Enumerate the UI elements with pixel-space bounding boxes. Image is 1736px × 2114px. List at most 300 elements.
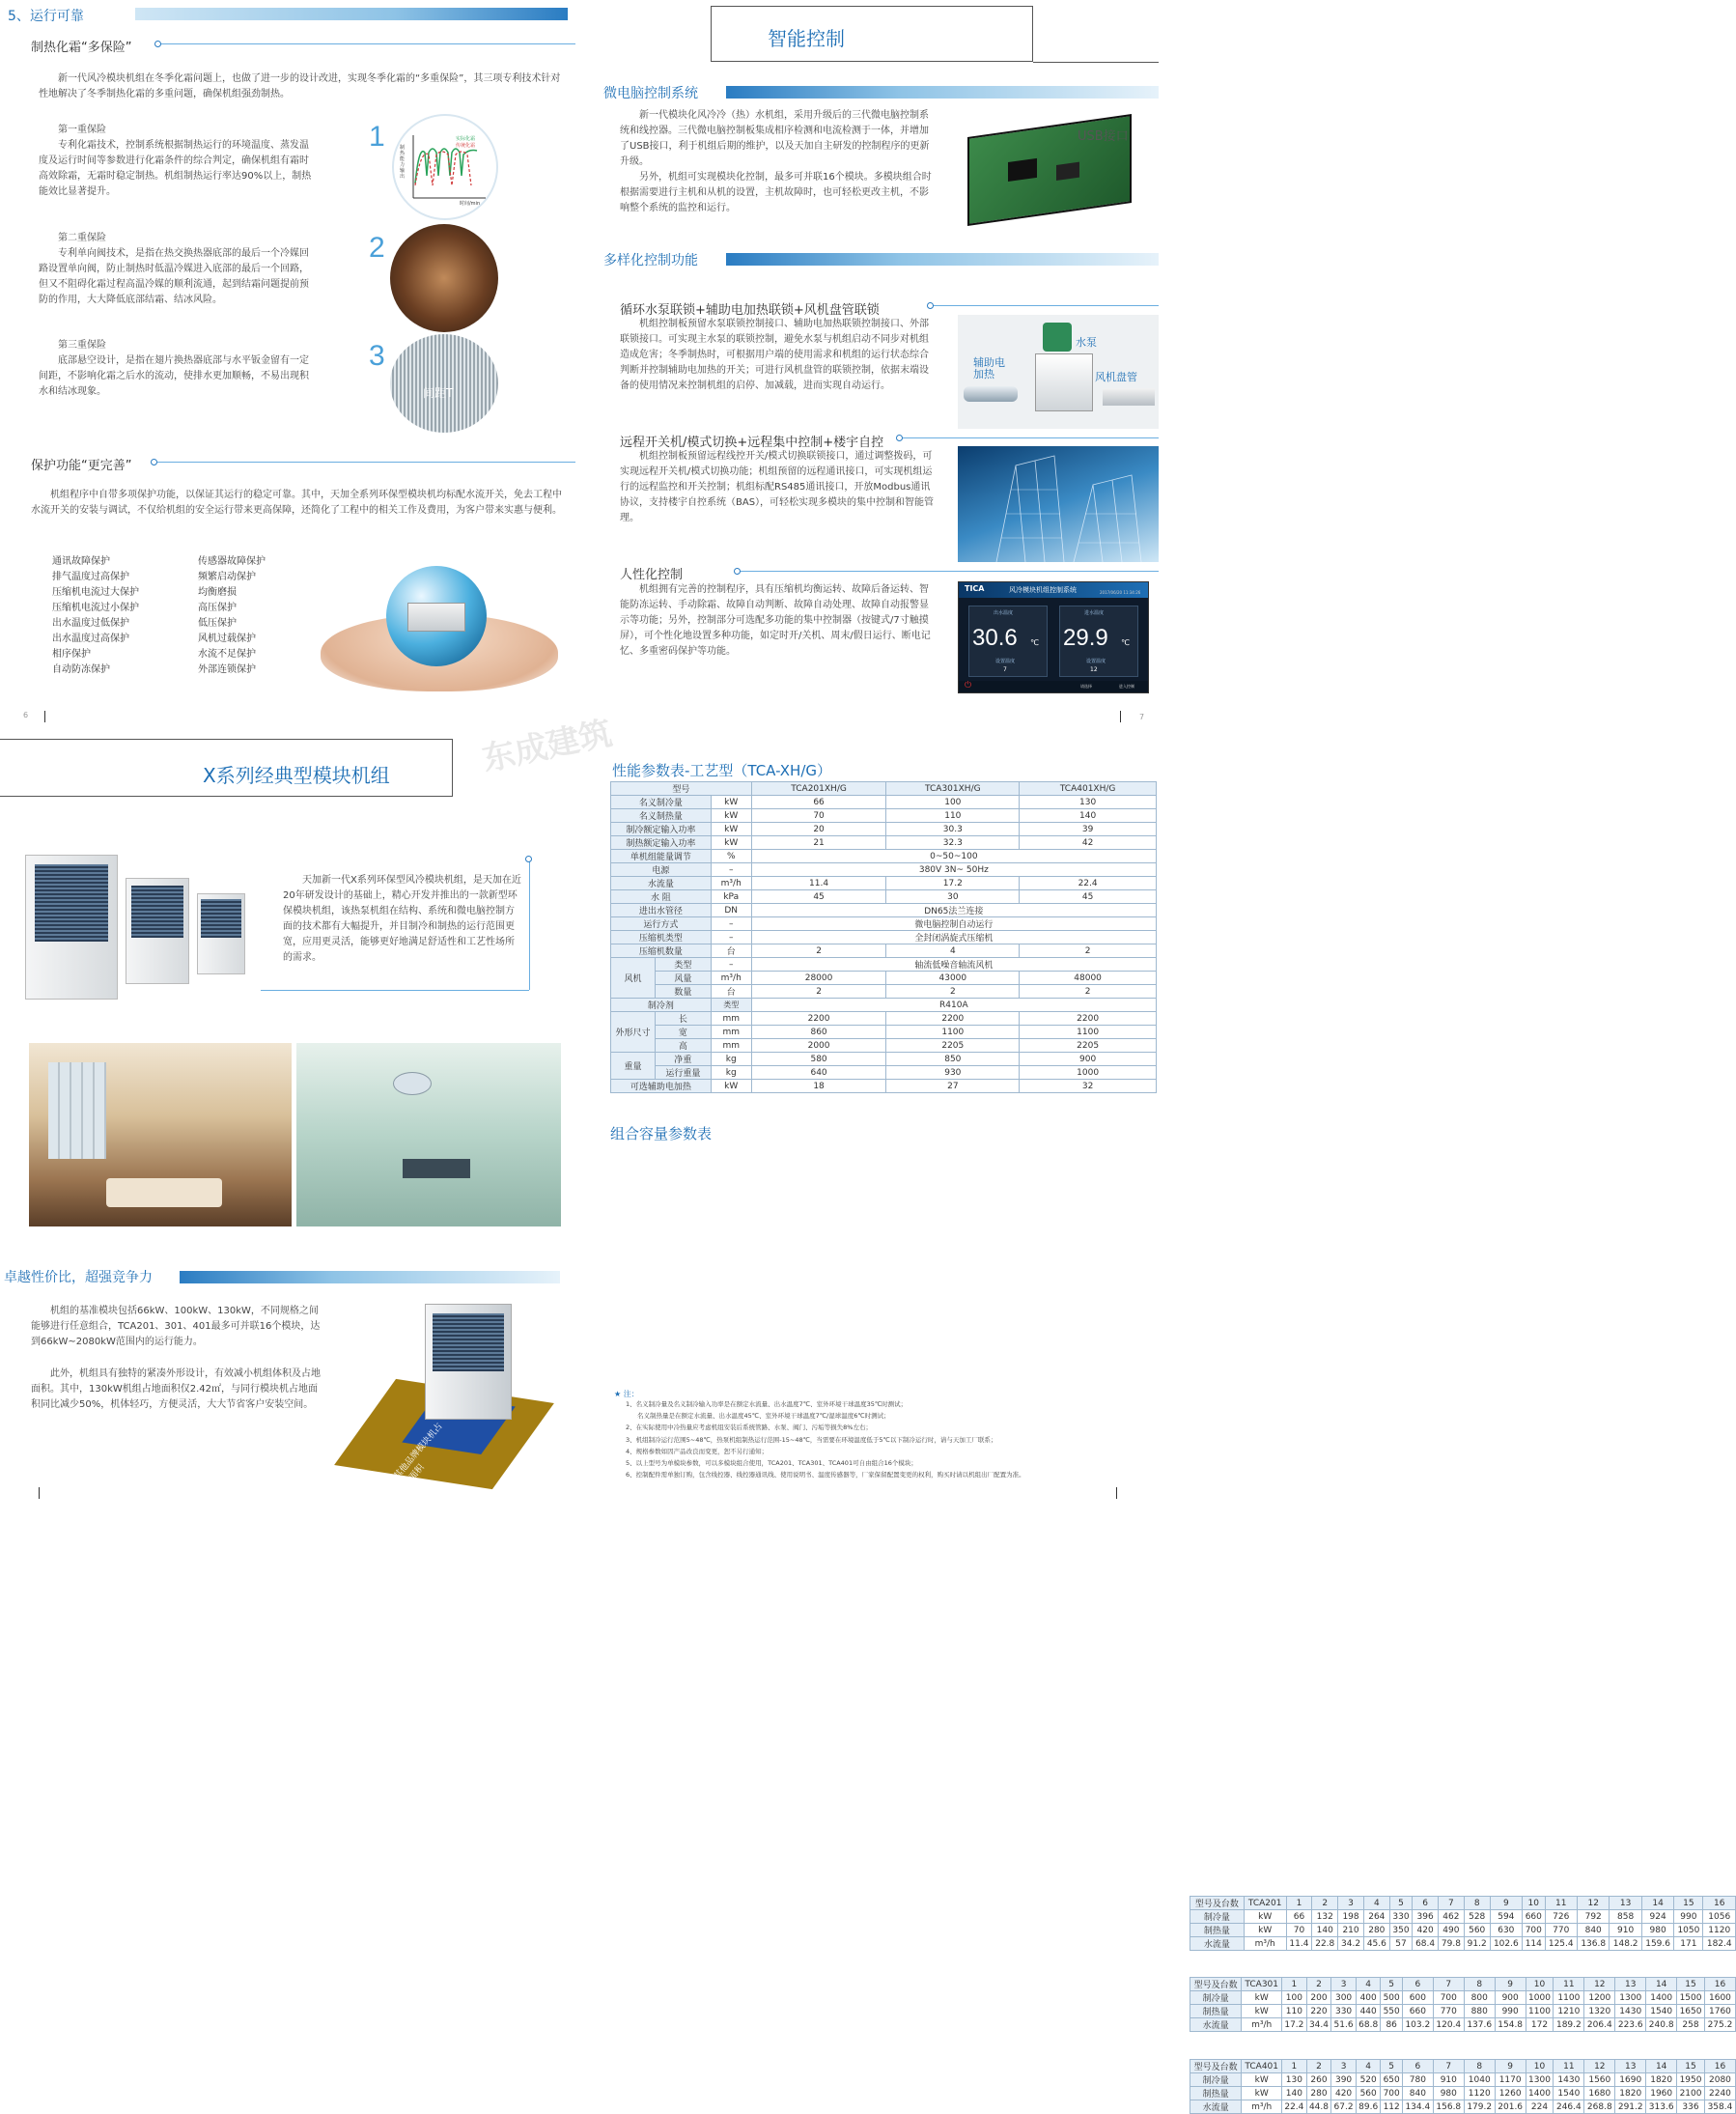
table-cell: 1 (1282, 2060, 1307, 2073)
table-row (611, 1039, 1157, 1053)
protect-item: 均衡磨损 (198, 587, 237, 598)
table-row (1190, 2073, 1736, 2087)
table-cell: 2100 (1677, 2087, 1705, 2100)
table-cell: 136.8 (1577, 1937, 1609, 1951)
table-cell: 224 (1526, 2100, 1554, 2114)
table-cell: 2000 (751, 1039, 886, 1053)
table-cell: 1050 (1674, 1924, 1703, 1937)
table-cell: 微电脑控制自动运行 (751, 917, 1156, 931)
table-cell: 制冷剂 (611, 999, 712, 1012)
table-cell: 70 (751, 809, 886, 823)
table-cell: 制热量 (1190, 2087, 1242, 2100)
table-cell: 420 (1331, 2087, 1357, 2100)
table-cell: 66 (751, 796, 886, 809)
table-cell: 类型 (711, 999, 751, 1012)
page-rule (1116, 1487, 1117, 1499)
table-cell: 182.4 (1703, 1937, 1736, 1951)
mcu-text-2: 另外，机组可实现模块化控制，最多可并联16个模块。多模块组合时根据需要进行主机和从机的设置，主机故障时，也可轻松更改主机，不影响整个系统的监控和运行。 (620, 172, 932, 213)
table-cell: 780 (1402, 2073, 1433, 2087)
table-cell: 15 (1677, 2060, 1705, 2073)
table-cell: 名义制热量 (611, 809, 712, 823)
table-cell: 4 (1363, 1897, 1389, 1910)
fin-photo (390, 334, 498, 433)
table-cell: 924 (1641, 1910, 1673, 1924)
table-cell: 210 (1338, 1924, 1364, 1937)
table-cell: 800 (1464, 1991, 1495, 2005)
page-title: 智能控制 (768, 27, 845, 50)
page-rule (1120, 711, 1121, 722)
defrost-graph (392, 114, 498, 220)
table-cell: 140 (1312, 1924, 1338, 1937)
table-cell: R410A (751, 999, 1156, 1012)
gap-label: 间距T (423, 386, 454, 400)
table-cell: 1300 (1615, 1991, 1646, 2005)
heater-shape (964, 386, 1018, 402)
pump-label: 水泵 (1076, 336, 1097, 349)
screen-btn-select[interactable]: 请选择 (1080, 684, 1092, 689)
table-cell: 900 (1495, 1991, 1526, 2005)
set2-value: 12 (1090, 666, 1098, 673)
table-cell: 30.3 (886, 823, 1020, 836)
table-cell: 380V 3N~ 50Hz (751, 863, 1156, 877)
table-cell: 电源 (611, 863, 712, 877)
table-cell: 291.2 (1615, 2100, 1646, 2114)
table-cell: 2205 (886, 1039, 1020, 1053)
table-cell: 140 (1282, 2087, 1307, 2100)
table-cell: 6 (1402, 1978, 1433, 1991)
table-cell: 201.6 (1495, 2100, 1526, 2114)
floor-label: 其他品牌模块机占地面积 (392, 1422, 445, 1489)
table-cell: 34.2 (1338, 1937, 1364, 1951)
lobby-sofa (106, 1178, 222, 1207)
table-cell: kPa (711, 890, 751, 904)
table-cell: 制热额定输入功率 (611, 836, 712, 850)
table-cell: 1210 (1554, 2005, 1584, 2018)
table-cell: 13 (1615, 2060, 1646, 2073)
protect-item: 相序保护 (52, 649, 91, 660)
table-cell: 11 (1554, 2060, 1584, 2073)
intro-bracket-v (529, 860, 530, 990)
table-cell: 42 (1020, 836, 1157, 850)
combo-table-tca201 (1190, 1896, 1736, 1951)
defrost-graph-svg (394, 116, 500, 222)
table-cell: 700 (1381, 2087, 1402, 2100)
section-title: 微电脑控制系统 (603, 86, 698, 101)
note-line: 4、规格参数如因产品改良而变更，恕不另行通知； (626, 1447, 769, 1455)
table-cell: 900 (1020, 1053, 1157, 1066)
table-cell: 45 (751, 890, 886, 904)
feature3-title: 人性化控制 (620, 568, 684, 582)
item1-title: 第一重保险 (58, 125, 106, 135)
temp1-label: 出水温度 (994, 610, 1014, 616)
table-cell: 运行方式 (611, 917, 712, 931)
fancoil-label: 风机盘管 (1095, 371, 1137, 383)
table-cell: 2 (1020, 985, 1157, 999)
table-cell: 型号及台数 (1190, 1897, 1245, 1910)
note-line: 1、名义制冷量及名义制冷输入功率是在额定水流量、出水温度7℃、室外环境干球温度35℃时测试； (626, 1400, 908, 1408)
table1-title: 性能参数表-工艺型（TCA-XH/G） (612, 762, 832, 779)
table-cell: 100 (886, 796, 1020, 809)
table-row (611, 877, 1157, 890)
item2-text: 专利单向阀技术，是指在热交换热器底部的最后一个冷媒回路设置单向阀，防止制热时低温冷媒进入底部的最后一个回路，但又不阻碍化霜过程高温冷媒的顺利流通，起到结霜问题提前预防的作用，大大降低底部结霜、结冰风险。 (39, 248, 309, 305)
table2-title: 组合容量参数表 (610, 1125, 713, 1142)
table-cell: 89.6 (1356, 2100, 1381, 2114)
protect-item: 外部连锁保护 (198, 664, 256, 675)
title-bar (726, 253, 1159, 266)
note-line: 3、机组制冷运行范围5~48℃，热泵机组制热运行范围-15~48℃，当需要在环境温度低于5℃以下制冷运行时，请与天加工厂联系； (626, 1435, 997, 1444)
table-cell: 110 (886, 809, 1020, 823)
table-cell: DN65法兰连接 (751, 904, 1156, 917)
table-cell: 1650 (1677, 2005, 1705, 2018)
note-line: 5、以上型号为单模块参数，可以多模块组合使用，TCA201、TCA301、TCA401可自由组合16个模块； (626, 1459, 917, 1468)
table-row (611, 1066, 1157, 1080)
table-cell: 8 (1464, 1897, 1490, 1910)
table-cell: 17.2 (1282, 2018, 1307, 2032)
table-cell: 1760 (1704, 2005, 1735, 2018)
table-cell: 34.4 (1306, 2018, 1331, 2032)
table-cell: 1300 (1526, 2073, 1554, 2087)
table-row (1190, 1991, 1736, 2005)
item3-number: 3 (369, 340, 385, 372)
page-rule (39, 1487, 40, 1499)
table-cell: 5 (1381, 2060, 1402, 2073)
table-row (611, 890, 1157, 904)
table-cell: 2080 (1704, 2073, 1735, 2087)
table-cell: 3 (1331, 2060, 1357, 2073)
table-cell: – (711, 917, 751, 931)
table-cell: 1680 (1584, 2087, 1615, 2100)
table-cell: 可选辅助电加热 (611, 1080, 712, 1093)
temp1-value: 30.6 (972, 625, 1018, 651)
table-cell: 2240 (1704, 2087, 1735, 2100)
table-cell: 进出水管径 (611, 904, 712, 917)
bullet-dot (525, 856, 532, 862)
title-line (1033, 62, 1159, 63)
table-cell: 68.8 (1356, 2018, 1381, 2032)
table-cell: 1540 (1554, 2087, 1584, 2100)
page-9 (579, 748, 1733, 2113)
table-cell: 2 (1312, 1897, 1338, 1910)
table-cell: 11.4 (751, 877, 886, 890)
screen-brand: TICA (965, 584, 985, 593)
table-cell: 1100 (1020, 1026, 1157, 1039)
item2-number: 2 (369, 232, 385, 264)
pump-shape (1043, 323, 1072, 352)
table-row (1190, 2087, 1736, 2100)
table-cell: 12 (1577, 1897, 1609, 1910)
performance-table (610, 781, 1157, 1093)
table-cell: 51.6 (1331, 2018, 1357, 2032)
table-cell: 70 (1286, 1924, 1312, 1937)
table-cell: 2200 (886, 1012, 1020, 1026)
table-cell: m³/h (711, 877, 751, 890)
screen-btn-control[interactable]: 进入控制 (1119, 684, 1134, 689)
table-cell: 16 (1704, 2060, 1735, 2073)
table-cell: 11 (1554, 1978, 1584, 1991)
feature3-text: 机组拥有完善的控制程序，具有压缩机均衡运转、故障后备运转、智能防冻运转、手动除霜、故障自动判断、故障自动处理、故障自动报警显示等功能；另外，控制部分可选配多功能的集中控制器（按键式/7寸触摸屏），可个性化地设置多种功能，如定时开/关机、周末/假日运行、断电记忆、多重密码保护等功能。 (620, 584, 931, 657)
unit-image (25, 855, 247, 1000)
table-cell: 16 (1703, 1897, 1736, 1910)
table-cell: 660 (1402, 2005, 1433, 2018)
table-cell: 型号及台数 (1190, 2060, 1242, 2073)
table-cell: 21 (751, 836, 886, 850)
table-cell: 43000 (886, 972, 1020, 985)
table-cell: 1320 (1584, 2005, 1615, 2018)
item3-title: 第三重保险 (58, 340, 106, 351)
table-row (611, 1080, 1157, 1093)
or-lamp (393, 1072, 432, 1095)
valve-photo (390, 224, 498, 332)
table-cell: 1040 (1464, 2073, 1495, 2087)
table-row (611, 917, 1157, 931)
table-cell: 1400 (1526, 2087, 1554, 2100)
table-row (611, 1012, 1157, 1026)
table-cell: 1430 (1615, 2005, 1646, 2018)
table-cell: 246.4 (1554, 2100, 1584, 2114)
table-cell: 11.4 (1286, 1937, 1312, 1951)
table-cell: 压缩机数量 (611, 944, 712, 958)
table-cell: 159.6 (1641, 1937, 1673, 1951)
table-cell: 650 (1381, 2073, 1402, 2087)
table-cell: 420 (1413, 1924, 1439, 1937)
table-cell: 数量 (655, 985, 711, 999)
table-cell: 全封闭涡旋式压缩机 (751, 931, 1156, 944)
table-cell: 313.6 (1646, 2100, 1677, 2114)
combo-table-tca301 (1190, 1977, 1736, 2032)
table-cell: 490 (1439, 1924, 1465, 1937)
table-cell: 300 (1331, 1991, 1357, 2005)
table-cell: 198 (1338, 1910, 1364, 1924)
or-table (403, 1159, 470, 1178)
section-title: 多样化控制功能 (603, 253, 698, 268)
table-cell: 189.2 (1554, 2018, 1584, 2032)
table-cell: 4 (1356, 1978, 1381, 1991)
table-cell: 66 (1286, 1910, 1312, 1924)
table-cell: 2 (1306, 1978, 1331, 1991)
table-cell: 名义制冷量 (611, 796, 712, 809)
table-row (611, 931, 1157, 944)
table-cell: 6 (1402, 2060, 1433, 2073)
bullet-dot (734, 568, 741, 575)
temp2-value: 29.9 (1063, 625, 1108, 651)
table-cell: m³/h (1244, 1937, 1286, 1951)
combo-table-tca401 (1190, 2059, 1736, 2114)
page-number: 6 (23, 711, 29, 719)
unit-box (1035, 353, 1093, 411)
table-cell: 358.4 (1704, 2100, 1735, 2114)
protect-item: 低压保护 (198, 618, 237, 629)
table-cell: 制冷量 (1190, 2073, 1242, 2087)
table-cell: 840 (1402, 2087, 1433, 2100)
table-cell: 1260 (1495, 2087, 1526, 2100)
table-cell: 350 (1389, 1924, 1412, 1937)
table-cell: 13 (1615, 1978, 1646, 1991)
table-cell: 1100 (1554, 1991, 1584, 2005)
protect-item: 排气温度过高保护 (52, 572, 129, 582)
table-cell: 630 (1490, 1924, 1522, 1937)
table-cell: 17.2 (886, 877, 1020, 890)
feature2-text: 机组控制板预留远程线控开关/模式切换联锁接口，通过调整拨码，可实现远程开关机/模式切换功能；机组预留的远程通讯接口，可实现机组运行的远程监控和开关控制；机组标配RS485通讯接口，开放Modbus通讯协议，支持楼宇自控系统（BAS），可轻松实现多模块的集中控制和智能管理。 (620, 451, 935, 523)
protect-item: 频繁启动保护 (198, 572, 256, 582)
table-row (1190, 1910, 1736, 1924)
table-cell: 1200 (1584, 1991, 1615, 2005)
floor-area-image (357, 1294, 570, 1487)
table-row (1190, 1897, 1736, 1910)
table-cell: 外形尺寸 (611, 1012, 656, 1053)
table-cell: 280 (1306, 2087, 1331, 2100)
table-row (611, 1026, 1157, 1039)
note-line: 名义制热量是在额定水流量、出水温度45℃、室外环境干球温度7℃/湿球温度6℃时测试； (637, 1412, 890, 1421)
table-cell: 125.4 (1545, 1937, 1577, 1951)
table-row (611, 836, 1157, 850)
table-cell: 550 (1381, 2005, 1402, 2018)
table-cell: 91.2 (1464, 1937, 1490, 1951)
table-row (611, 944, 1157, 958)
table-cell: 1170 (1495, 2073, 1526, 2087)
operating-room-photo (296, 1043, 561, 1226)
table-cell: 268.8 (1584, 2100, 1615, 2114)
table-cell: 22.4 (1282, 2100, 1307, 2114)
protect-item: 风机过载保护 (198, 634, 256, 644)
table-cell: 130 (1020, 796, 1157, 809)
table-cell: 45.6 (1363, 1937, 1389, 1951)
table-cell: 5 (1389, 1897, 1412, 1910)
table-cell: 114 (1523, 1937, 1545, 1951)
table-cell: 330 (1331, 2005, 1357, 2018)
intro-bracket-h (261, 990, 529, 991)
table-cell: 1 (1286, 1897, 1312, 1910)
table-cell: 1 (1282, 1978, 1307, 1991)
value-text-2: 此外，机组具有独特的紧凑外形设计，有效减小机组体积及占地面积。其中，130kW机组占地面积仅2.42㎡，与同行模块机占地面积同比减少50%，机体轻巧，方便灵活，大大节省客户安装空间。 (31, 1368, 321, 1410)
table-cell: 22.4 (1020, 877, 1157, 890)
hands-globe-image (311, 537, 568, 711)
table-cell: 10 (1526, 1978, 1554, 1991)
table-cell: 制冷量 (1190, 1991, 1242, 2005)
table-cell: 148.2 (1610, 1937, 1641, 1951)
table-row (611, 1053, 1157, 1066)
table-cell: 930 (886, 1066, 1020, 1080)
table-cell: – (711, 863, 751, 877)
table-cell: 1100 (1526, 2005, 1554, 2018)
table-cell: m³/h (1242, 2018, 1282, 2032)
table-cell: kW (1242, 2087, 1282, 2100)
table-cell: 86 (1381, 2018, 1402, 2032)
table-cell: 30 (886, 890, 1020, 904)
table-cell: 462 (1439, 1910, 1465, 1924)
table-cell: 制冷量 (1190, 1910, 1245, 1924)
table-cell: 48000 (1020, 972, 1157, 985)
divider (933, 305, 1159, 306)
table-row (1190, 2018, 1736, 2032)
page-title: X系列经典型模块机组 (203, 764, 390, 787)
table-cell: 型号 (611, 782, 752, 796)
table-cell: kg (711, 1066, 751, 1080)
table-cell: 860 (751, 1026, 886, 1039)
feature1-title: 循环水泵联锁+辅助电加热联锁+风机盘管联锁 (620, 303, 880, 318)
heater-label: 辅助电加热 (973, 356, 1005, 381)
table-cell: TCA401 (1242, 2060, 1282, 2073)
table-cell: 类型 (655, 958, 711, 972)
set1-value: 7 (1003, 666, 1007, 673)
table-cell: 1056 (1703, 1910, 1736, 1924)
unit-2-grille (131, 886, 183, 938)
table-cell: 1560 (1584, 2073, 1615, 2087)
bullet-dot (927, 302, 934, 309)
page-7 (579, 0, 1159, 748)
title-box (711, 6, 1033, 62)
table-cell: kg (711, 1053, 751, 1066)
table-cell: 风量 (655, 972, 711, 985)
table-cell: 10 (1526, 2060, 1554, 2073)
table-row (1190, 1978, 1736, 1991)
table-row (611, 972, 1157, 985)
table-cell: 792 (1577, 1910, 1609, 1924)
table-cell: 1100 (886, 1026, 1020, 1039)
building-image (958, 446, 1159, 562)
protect-item: 压缩机电流过大保护 (52, 587, 139, 598)
table-cell: 运行重量 (655, 1066, 711, 1080)
table-cell: 7 (1439, 1897, 1465, 1910)
chip (1008, 158, 1037, 182)
feature2-title: 远程开关机/模式切换+远程集中控制+楼宇自控 (620, 436, 884, 450)
table-cell: 10 (1523, 1897, 1545, 1910)
table-cell: 2 (751, 944, 886, 958)
power-icon[interactable]: ⏻ (965, 681, 972, 691)
table-cell: 制热量 (1190, 2005, 1242, 2018)
page-6 (0, 0, 579, 748)
table-cell: 520 (1356, 2073, 1381, 2087)
table-cell: 2205 (1020, 1039, 1157, 1053)
table-cell: 990 (1495, 2005, 1526, 2018)
table-cell: 28000 (751, 972, 886, 985)
table-cell: kW (1242, 2073, 1282, 2087)
table-cell: 1540 (1646, 2005, 1677, 2018)
table-cell: DN (711, 904, 751, 917)
table-row (1190, 1924, 1736, 1937)
protect-intro: 机组程序中自带多项保护功能，以保证其运行的稳定可靠。其中，天加全系列环保型模块机均标配水流开关，免去工程中水流开关的安装与调试，不仅给机组的安全运行带来更高保障，还简化了工程中的相关工作及费用，为客户带来实惠与便利。 (31, 490, 562, 516)
table-cell: 258 (1677, 2018, 1705, 2032)
table-cell: 台 (711, 985, 751, 999)
table-cell: 11 (1545, 1897, 1577, 1910)
table-cell: kW (1242, 2005, 1282, 2018)
table-cell: 280 (1363, 1924, 1389, 1937)
divider (902, 437, 1159, 438)
table-cell: 260 (1306, 2073, 1331, 2087)
table-cell: 1820 (1646, 2073, 1677, 2087)
table-row (1190, 2060, 1736, 2073)
table-cell: 2 (1306, 2060, 1331, 2073)
table-cell: 100 (1282, 1991, 1307, 2005)
table-cell: 型号及台数 (1190, 1978, 1242, 1991)
table-cell: 110 (1282, 2005, 1307, 2018)
protect-item: 自动防冻保护 (52, 664, 110, 675)
table-row (611, 863, 1157, 877)
table-row (611, 850, 1157, 863)
table-cell: 130 (1282, 2073, 1307, 2087)
table-cell: 910 (1433, 2073, 1464, 2087)
table-cell: 1820 (1615, 2087, 1646, 2100)
table-cell: kW (1244, 1924, 1286, 1937)
table-cell: 68.4 (1413, 1937, 1439, 1951)
item3-text: 底部悬空设计，是指在翅片换热器底部与水平钣金留有一定间距，不影响化霜之后水的流动，使排水更加顺畅，不易出现积水和结冰现象。 (39, 355, 309, 397)
table-cell: 700 (1523, 1924, 1545, 1937)
table-cell: TCA201 (1244, 1897, 1286, 1910)
title-bar (726, 86, 1159, 99)
table-cell: 1120 (1464, 2087, 1495, 2100)
table-cell: 171 (1674, 1937, 1703, 1951)
table-cell: 154.8 (1495, 2018, 1526, 2032)
item2-title: 第二重保险 (58, 233, 106, 243)
